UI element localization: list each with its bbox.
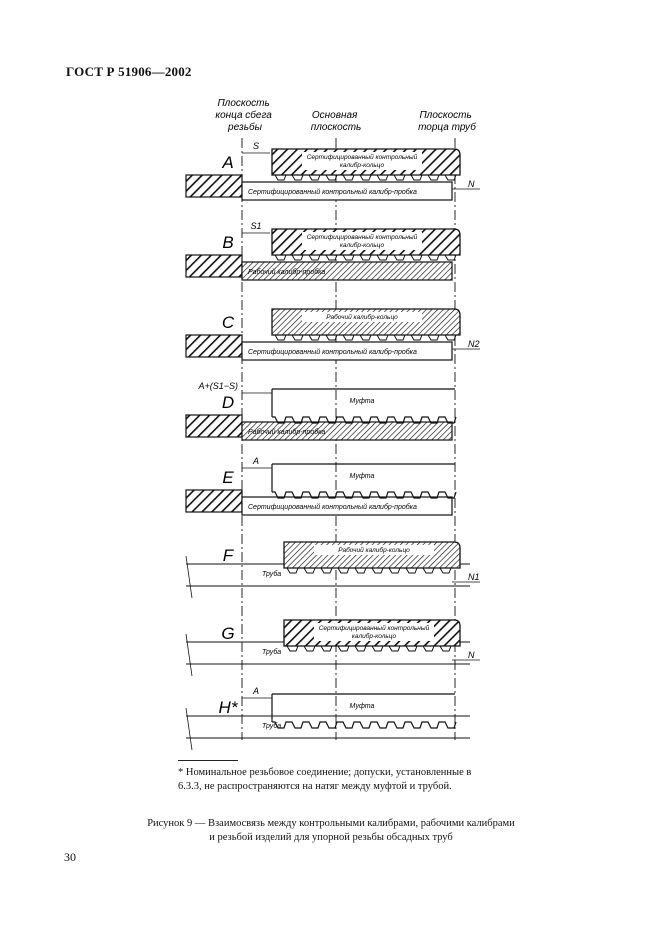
footnote: * Номинальное резьбовое соединение; допуски, установленные в 6.3.3, не распространяются на натяг между муфтой и трубой. (178, 767, 472, 792)
label-basic-plane: Основная плоскость (310, 110, 362, 133)
label-runout-plane: Плоскость конца сбега резьбы (215, 98, 272, 133)
row-letter: E (222, 468, 234, 487)
diagram-row (186, 686, 470, 750)
dimension-left: S1 (250, 221, 262, 231)
row-letter: H* (218, 698, 238, 717)
dimension-right: N (468, 650, 475, 660)
dimension-right: N (468, 179, 475, 189)
label-pipe-end-plane: Плоскость торца труб (418, 110, 476, 133)
ring-label: Рабочий калибр-кольцо (338, 547, 410, 554)
row-letter: D (221, 393, 235, 412)
dimension-left: A+(S1−S) (198, 381, 238, 391)
diagram-row (186, 456, 456, 515)
row-letter: A (222, 153, 234, 172)
pipe-label: Труба (262, 723, 282, 730)
row-letter: G (221, 624, 235, 643)
pipe-label: Труба (262, 571, 282, 578)
figure-caption: Рисунок 9 — Взаимосвязь между контрольными калибрами, рабочими калибрами и резьбой изделий для упорной резьбы обсадных труб (147, 818, 515, 843)
plug-label: Рабочий калибр-пробка (248, 269, 326, 276)
diagram-row (186, 381, 456, 440)
diagram-row (186, 620, 480, 676)
diagram-row (186, 309, 480, 360)
footnote-rule (178, 760, 238, 761)
plug-label: Сертифицированный контрольный калибр-пробка (248, 504, 417, 511)
plug-label: Сертифицированный контрольный калибр-пробка (248, 349, 417, 356)
ring-label: Сертифицированный контрольный калибр-кольцо (306, 234, 418, 249)
coupling-label: Муфта (349, 473, 375, 480)
row-letter: C (221, 313, 235, 332)
page-number: 30 (64, 850, 76, 864)
dimension-left: A (252, 686, 260, 696)
plug-label: Сертифицированный контрольный калибр-пробка (248, 189, 417, 196)
ring-label: Сертифицированный контрольный калибр-кольцо (318, 625, 430, 640)
dimension-left: S (252, 141, 260, 151)
dimension-right: N2 (468, 339, 480, 349)
plug-label: Рабочий калибр-пробка (248, 429, 326, 436)
coupling (272, 389, 456, 423)
dimension-left: A (252, 456, 260, 466)
document-header: ГОСТ Р 51906—2002 (66, 64, 192, 79)
dimension-right: N1 (468, 572, 480, 582)
diagram-row (186, 542, 480, 598)
row-letter: B (222, 233, 234, 252)
diagram-row (186, 221, 460, 280)
coupling-label: Муфта (349, 703, 375, 710)
diagram-row (186, 141, 480, 200)
pipe-label: Труба (262, 649, 282, 656)
ring-label: Сертифицированный контрольный калибр-кольцо (306, 154, 418, 169)
coupling (272, 464, 456, 498)
ring-label: Рабочий калибр-кольцо (326, 314, 398, 321)
coupling (272, 694, 456, 728)
row-letter: F (222, 546, 234, 565)
coupling-label: Муфта (349, 398, 375, 405)
